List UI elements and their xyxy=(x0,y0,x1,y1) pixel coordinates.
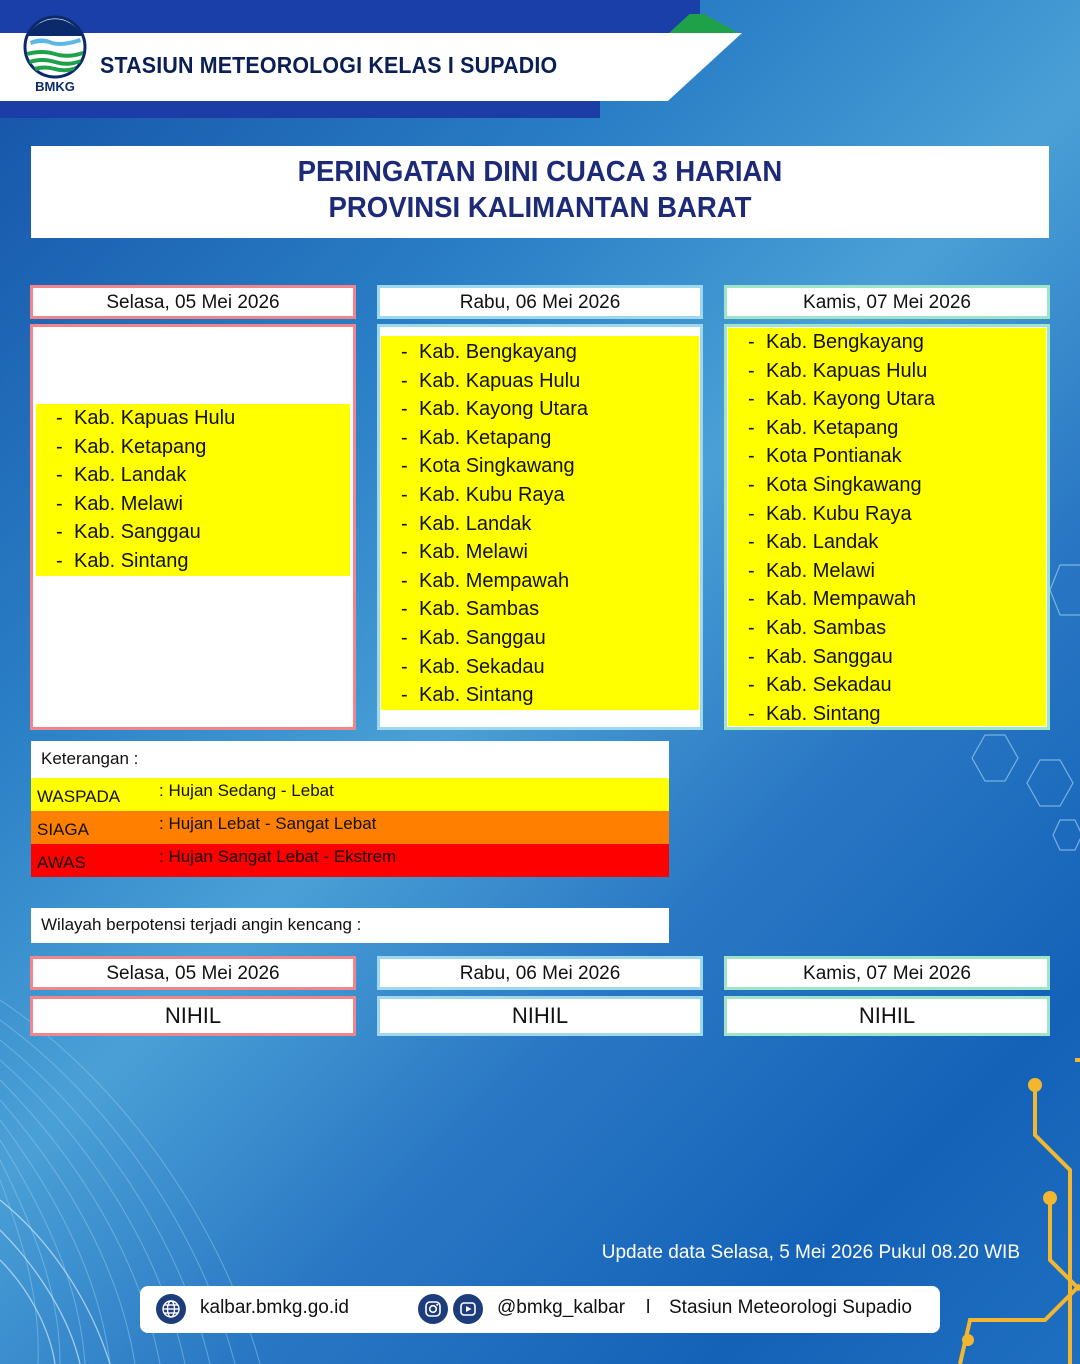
region-name: Kab. Landak xyxy=(74,464,187,487)
list-bullet: - xyxy=(401,655,408,678)
region-list-item xyxy=(36,518,350,547)
region-name: Kota Pontianak xyxy=(766,445,902,468)
list-bullet: - xyxy=(748,416,755,439)
footer-station-name: Stasiun Meteorologi Supadio xyxy=(669,1297,912,1318)
wind-day-1-date: Selasa, 05 Mei 2026 xyxy=(30,956,356,990)
region-list-item xyxy=(381,595,699,624)
legend-level-desc: : Hujan Sedang - Lebat xyxy=(159,781,334,800)
region-name: Kab. Kapuas Hulu xyxy=(74,407,236,429)
list-bullet: - xyxy=(401,598,408,621)
region-list-item xyxy=(381,538,699,567)
region-list-item xyxy=(36,404,350,433)
list-bullet: - xyxy=(748,645,755,668)
day-1-date: Selasa, 05 Mei 2026 xyxy=(30,285,356,319)
legend-level-desc: : Hujan Sangat Lebat - Ekstrem xyxy=(159,847,397,866)
header-bottom-bar xyxy=(0,100,600,118)
wind-day-3-date: Kamis, 07 Mei 2026 xyxy=(724,956,1050,990)
legend-level-name: SIAGA xyxy=(37,820,89,839)
region-list-item xyxy=(36,461,350,490)
list-bullet: - xyxy=(748,531,755,554)
wind-day-1-value: NIHIL xyxy=(30,996,356,1036)
list-bullet: - xyxy=(748,331,755,353)
region-list-item xyxy=(728,357,1046,386)
list-bullet: - xyxy=(56,549,63,572)
logo-text: BMKG xyxy=(35,79,75,94)
region-list-item xyxy=(728,471,1046,500)
station-name: STASIUN METEOROLOGI KELAS I SUPADIO xyxy=(100,52,558,78)
region-list-item xyxy=(381,481,699,510)
list-bullet: - xyxy=(748,616,755,639)
list-bullet: - xyxy=(401,569,408,592)
region-name: Kab. Landak xyxy=(419,512,532,535)
region-name: Kab. Kayong Utara xyxy=(766,388,935,411)
day-1-region-list xyxy=(36,404,350,576)
region-name: Kab. Sekadau xyxy=(419,655,545,678)
legend-heading: Keterangan : xyxy=(31,741,669,779)
list-bullet: - xyxy=(56,492,63,515)
wind-day-2-value: NIHIL xyxy=(377,996,703,1036)
list-bullet: - xyxy=(56,521,63,544)
region-name: Kab. Ketapang xyxy=(766,416,899,439)
region-list-item xyxy=(728,585,1046,614)
list-bullet: - xyxy=(401,369,408,392)
wind-day-2-date: Rabu, 06 Mei 2026 xyxy=(377,956,703,990)
region-list-item xyxy=(728,643,1046,672)
region-name: Kab. Kapuas Hulu xyxy=(766,359,928,382)
region-name: Kab. Ketapang xyxy=(419,426,552,449)
region-name: Kab. Sekadau xyxy=(766,674,892,697)
region-list-item xyxy=(36,433,350,462)
region-list-item xyxy=(728,442,1046,471)
region-list-item xyxy=(728,414,1046,443)
region-list-item xyxy=(728,557,1046,586)
page-title xyxy=(31,146,1049,238)
region-name: Kab. Sanggau xyxy=(74,521,201,544)
day-3-region-list xyxy=(728,328,1046,728)
region-name: Kab. Sanggau xyxy=(766,645,893,668)
list-bullet: - xyxy=(748,473,755,496)
day-3-date: Kamis, 07 Mei 2026 xyxy=(724,285,1050,319)
footer-website-link[interactable]: kalbar.bmkg.go.id xyxy=(200,1297,349,1318)
list-bullet: - xyxy=(748,559,755,582)
region-name: Kota Singkawang xyxy=(419,455,575,478)
list-bullet: - xyxy=(748,674,755,697)
legend-awas xyxy=(31,844,669,877)
list-bullet: - xyxy=(748,702,755,725)
region-list-item xyxy=(381,452,699,481)
list-bullet: - xyxy=(748,388,755,411)
list-bullet: - xyxy=(748,359,755,382)
region-name: Kab. Melawi xyxy=(74,492,183,515)
list-bullet: - xyxy=(401,455,408,478)
title-line-1: PERINGATAN DINI CUACA 3 HARIAN xyxy=(297,156,783,188)
header-top-bar xyxy=(0,0,700,33)
list-bullet: - xyxy=(401,541,408,564)
legend-level-name: AWAS xyxy=(37,853,86,872)
legend-siaga xyxy=(31,811,669,844)
list-bullet: - xyxy=(401,341,408,363)
region-name: Kab. Melawi xyxy=(766,559,875,582)
region-name: Kab. Kubu Raya xyxy=(419,483,565,506)
legend-level-desc: : Hujan Lebat - Sangat Lebat xyxy=(159,814,377,833)
list-bullet: - xyxy=(401,684,408,707)
list-bullet: - xyxy=(401,426,408,449)
instagram-icon[interactable] xyxy=(418,1294,448,1324)
region-name: Kab. Ketapang xyxy=(74,435,207,458)
region-name: Kab. Sintang xyxy=(766,702,881,725)
region-name: Kota Singkawang xyxy=(766,473,922,496)
region-list-item xyxy=(36,547,350,576)
region-name: Kab. Bengkayang xyxy=(419,341,577,363)
region-name: Kab. Landak xyxy=(766,531,879,554)
region-name: Kab. Mempawah xyxy=(419,569,570,592)
footer-social-handle[interactable]: @bmkg_kalbar xyxy=(497,1297,626,1318)
region-name: Kab. Sanggau xyxy=(419,626,546,649)
region-list-item xyxy=(728,671,1046,700)
day-2-date: Rabu, 06 Mei 2026 xyxy=(377,285,703,319)
region-list-item xyxy=(381,395,699,424)
region-name: Kab. Sintang xyxy=(74,549,189,572)
region-list-item xyxy=(381,681,699,710)
region-list-item xyxy=(381,510,699,539)
region-name: Kab. Sintang xyxy=(419,684,534,707)
region-list-item xyxy=(381,653,699,682)
region-list-item xyxy=(36,490,350,519)
region-name: Kab. Melawi xyxy=(419,541,528,564)
region-name: Kab. Kayong Utara xyxy=(419,398,588,421)
region-name: Kab. Sambas xyxy=(766,616,887,639)
youtube-icon[interactable] xyxy=(453,1294,483,1324)
list-bullet: - xyxy=(748,588,755,611)
wind-heading: Wilayah berpotensi terjadi angin kencang : xyxy=(31,908,669,943)
region-name: Kab. Bengkayang xyxy=(766,331,924,353)
footer-bar xyxy=(140,1286,940,1333)
region-list-item xyxy=(728,614,1046,643)
region-list-item xyxy=(728,500,1046,529)
day-3-warning-panel xyxy=(724,324,1050,730)
region-list-item xyxy=(381,424,699,453)
list-bullet: - xyxy=(401,626,408,649)
region-list-item xyxy=(728,700,1046,729)
region-list-item xyxy=(728,528,1046,557)
title-line-2: PROVINSI KALIMANTAN BARAT xyxy=(328,192,752,224)
legend-waspada xyxy=(31,778,669,811)
region-name: Kab. Sambas xyxy=(419,598,540,621)
legend-level-name: WASPADA xyxy=(37,787,121,806)
region-list-item xyxy=(381,567,699,596)
list-bullet: - xyxy=(401,512,408,535)
list-bullet: - xyxy=(401,398,408,421)
region-name: Kab. Mempawah xyxy=(766,588,917,611)
day-2-warning-panel xyxy=(377,324,703,730)
update-timestamp: Update data Selasa, 5 Mei 2026 Pukul 08.20 WIB xyxy=(601,1242,1020,1263)
waspada-highlight xyxy=(728,328,1046,726)
list-bullet: - xyxy=(56,464,63,487)
list-bullet: - xyxy=(748,445,755,468)
region-list-item xyxy=(381,367,699,396)
list-bullet: - xyxy=(748,502,755,525)
region-name: Kab. Kapuas Hulu xyxy=(419,369,581,392)
list-bullet: - xyxy=(401,483,408,506)
day-1-warning-panel xyxy=(30,324,356,730)
wind-day-3-value: NIHIL xyxy=(724,996,1050,1036)
waspada-highlight xyxy=(36,404,350,576)
region-list-item xyxy=(381,624,699,653)
day-2-region-list xyxy=(381,336,699,710)
region-list-item xyxy=(728,328,1046,357)
globe-icon xyxy=(156,1294,186,1324)
list-bullet: - xyxy=(56,407,63,429)
region-list-item xyxy=(381,338,699,367)
region-name: Kab. Kubu Raya xyxy=(766,502,912,525)
region-list-item xyxy=(728,385,1046,414)
footer-separator: l xyxy=(646,1297,651,1318)
waspada-highlight xyxy=(381,336,699,710)
list-bullet: - xyxy=(56,435,63,458)
